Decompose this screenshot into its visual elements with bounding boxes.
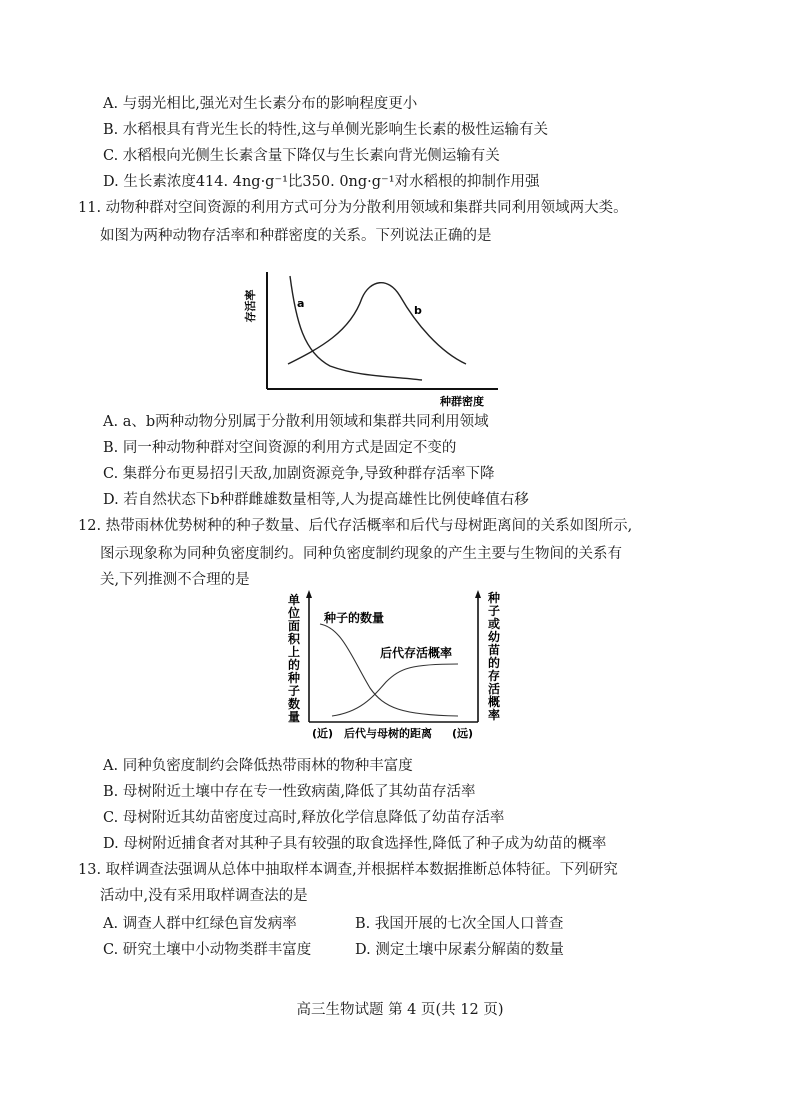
q11-stem-line1: 11. 动物种群对空间资源的利用方式可分为分散利用领域和集群共同利用领域两大类。	[78, 200, 628, 216]
q13-option-b: B. 我国开展的七次全国人口普查	[355, 916, 564, 932]
q12-xlabel-near: (近)	[312, 727, 334, 740]
q11-xlabel: 种群密度	[440, 395, 484, 408]
q11-option-a: A. a、b两种动物分别属于分散利用领域和集群共同利用领域	[103, 414, 489, 430]
q13-option-d: D. 测定土壤中尿素分解菌的数量	[355, 942, 564, 958]
page-footer: 高三生物试题 第 4 页(共 12 页)	[296, 1002, 504, 1018]
q12-left-axis-arrow	[306, 590, 312, 598]
q12-option-c: C. 母树附近其幼苗密度过高时,释放化学信息降低了幼苗存活率	[103, 810, 505, 826]
q10-option-d: D. 生长素浓度414. 4ng·g⁻¹比350. 0ng·g⁻¹对水稻根的抑制作用强	[103, 174, 540, 190]
q12-option-d: D. 母树附近捕食者对其种子具有较强的取食选择性,降低了种子成为幼苗的概率	[103, 836, 607, 852]
q11-curve-b	[288, 283, 466, 364]
q12-ylabel-right-text: 种子或幼苗的存活概率	[487, 591, 501, 722]
q12-stem-line3: 关,下列推测不合理的是	[100, 572, 250, 588]
q13-option-a: A. 调查人群中红绿色盲发病率	[103, 916, 297, 932]
q12-curve-seeds-label: 种子的数量	[324, 611, 385, 625]
q12-right-axis-arrow	[475, 590, 481, 598]
q12-ylabel-left-text: 单位面积上的种子数量	[287, 593, 301, 724]
q10-option-c: C. 水稻根向光侧生长素含量下降仅与生长素向背光侧运输有关	[103, 148, 500, 164]
q12-xlabel-far: (远)	[452, 727, 474, 740]
q11-curve-a-label: a	[297, 297, 305, 310]
q13-stem-line1: 13. 取样调查法强调从总体中抽取样本调查,并根据样本数据推断总体特征。下列研究	[78, 862, 618, 878]
q11-ylabel: 存活率	[244, 289, 257, 323]
q12-ylabel-left	[287, 592, 301, 724]
q12-curve-seeds	[320, 624, 458, 716]
q11-curve-a	[290, 276, 422, 380]
q11-option-d: D. 若自然状态下b种群雌雄数量相等,人为提高雄性比例使峰值右移	[103, 492, 529, 508]
q12-stem-line2: 图示现象称为同种负密度制约。同种负密度制约现象的产生主要与生物间的关系有	[100, 546, 622, 562]
q13-stem-line2: 活动中,没有采用取样调查法的是	[100, 888, 308, 904]
q11-option-c: C. 集群分布更易招引天敌,加剧资源竞争,导致种群存活率下降	[103, 466, 495, 482]
q10-option-a: A. 与弱光相比,强光对生长素分布的影响程度更小	[103, 96, 418, 112]
q12-curve-survival-label: 后代存活概率	[380, 646, 453, 660]
q12-option-a: A. 同种负密度制约会降低热带雨林的物种丰富度	[103, 758, 413, 774]
q12-option-b: B. 母树附近土壤中存在专一性致病菌,降低了其幼苗存活率	[103, 784, 476, 800]
q12-ylabel-right	[487, 590, 500, 722]
q11-figure	[240, 262, 510, 412]
q11-curve-b-label: b	[414, 304, 422, 317]
q12-figure	[282, 588, 507, 740]
q10-option-b: B. 水稻根具有背光生长的特性,这与单侧光影响生长素的极性运输有关	[103, 122, 548, 138]
q13-option-c: C. 研究土壤中小动物类群丰富度	[103, 942, 312, 958]
q11-option-b: B. 同一种动物种群对空间资源的利用方式是固定不变的	[103, 440, 457, 456]
q12-stem-line1: 12. 热带雨林优势树种的种子数量、后代存活概率和后代与母树距离间的关系如图所示,	[78, 518, 633, 534]
q12-xlabel: 后代与母树的距离	[344, 727, 432, 740]
q11-stem-line2: 如图为两种动物存活率和种群密度的关系。下列说法正确的是	[100, 228, 492, 244]
